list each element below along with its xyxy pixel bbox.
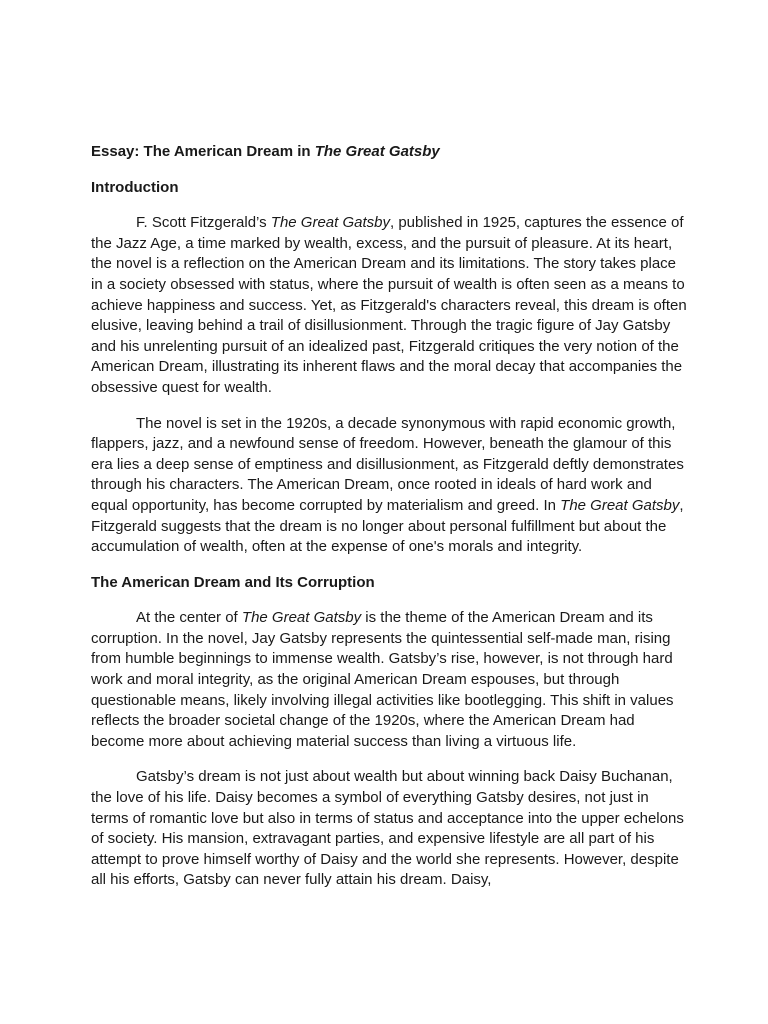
- paragraph-text: The novel is set in the 1920s, a decade synonymous with rapid economic growth, flappers, jazz, and a newfound sense of freedom. However, beneath the glamour of this era lies a deep sense of emptiness and disillusionment, as Fitzgerald deftly demonstrates through his characters. The American Dream, once rooted in ideals of hard work and equal opportunity, has become corrupted by materialism and greed. In: [91, 414, 684, 514]
- paragraph-text: Gatsby’s dream is not just about wealth but about winning back Daisy Buchanan, the love of his life. Daisy becomes a symbol of everything Gatsby desires, not just in terms of romantic love but also in terms of status and acceptance into the upper echelons of society. His mansion, extravagant parties, and expensive lifestyle are all part of his attempt to prove himself worthy of Daisy and the world she represents. However, despite all his efforts, Gatsby can never fully attain his dream. Daisy,: [91, 768, 684, 889]
- paragraph-text: is the theme of the American Dream and its corruption. In the novel, Jay Gatsby represents the quintessential self-made man, rising from humble beginnings to immense wealth. Gatsby’s rise, however, is not through hard work and moral integrity, as the original American Dream espouses, but through questionable means, likely involving illegal activities like bootlegging. This shift in values reflects the broader societal change of the 1920s, where the American Dream had become more about achieving material success than living a virtuous life.: [91, 609, 674, 750]
- body-paragraph: [91, 767, 687, 891]
- essay-title-italic: The Great Gatsby: [314, 143, 440, 160]
- paragraph-text: At the center of: [136, 609, 242, 627]
- italic-book-title: The Great Gatsby: [560, 496, 680, 514]
- essay-title: [91, 142, 687, 163]
- section-heading: Introduction: [91, 178, 179, 196]
- body-paragraph: [91, 414, 687, 558]
- document-page: [91, 142, 687, 906]
- italic-book-title: The Great Gatsby: [270, 214, 390, 232]
- body-paragraph: [91, 608, 687, 752]
- section-heading: The American Dream and Its Corruption: [91, 573, 375, 591]
- essay-title-prefix: Essay: The American Dream in: [91, 143, 315, 160]
- body-paragraph: [91, 213, 687, 398]
- essay-body: [91, 178, 687, 891]
- paragraph-text: F. Scott Fitzgerald’s: [136, 214, 271, 232]
- paragraph-text: , Fitzgerald suggests that the dream is no longer about personal fulfillment but about the accumulation of wealth, often at the expense of one's morals and integrity.: [91, 496, 684, 556]
- italic-book-title: The Great Gatsby: [241, 609, 362, 627]
- paragraph-text: , published in 1925, captures the essence of the Jazz Age, a time marked by wealth, excess, and the pursuit of pleasure. At its heart, the novel is a reflection on the American Dream and its limitations. The story takes place in a society obsessed with status, where the pursuit of wealth is often seen as a means to achieve happiness and success. Yet, as Fitzgerald's characters reveal, this dream is often elusive, leaving behind a trail of disillusionment. Through the tragic figure of Jay Gatsby and his unrelenting pursuit of an idealized past, Fitzgerald critiques the very notion of the American Dream, illustrating its inherent flaws and the moral decay that accompanies the obsessive quest for wealth.: [91, 214, 687, 396]
